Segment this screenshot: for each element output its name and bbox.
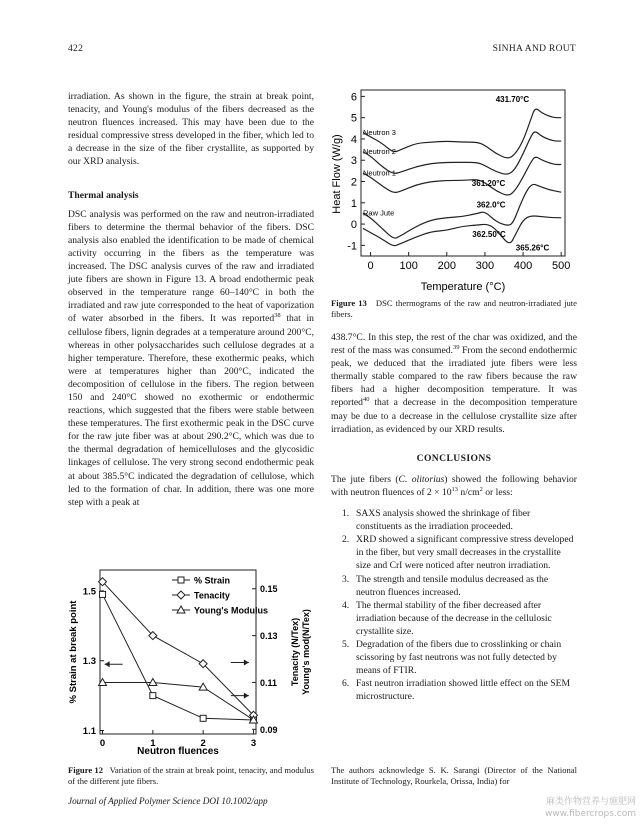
fig13-peak-annotation: 361.20°C xyxy=(471,179,506,189)
list-item: 5. Degradation of the fibers due to crosslinking or chain scissoring by fast neutrons was not fully detected by means of FTIR. xyxy=(342,638,562,677)
fig12-point-strain xyxy=(150,693,156,699)
fig13-x-axis-label: Temperature (°C) xyxy=(420,281,506,293)
fig12-y-tick-label: 1.5 xyxy=(82,586,96,598)
fig13-series-label: Neutron 3 xyxy=(363,127,396,137)
fig13-y-axis-label: Heat Flow (W/g) xyxy=(331,134,343,214)
fig12-x-tick-label: 0 xyxy=(99,738,106,749)
list-item: 6. Fast neutron irradiation showed little effect on the SEM microstructure. xyxy=(342,678,571,703)
fig13-x-tick-label: 200 xyxy=(437,260,456,272)
fig13-y-tick-label: 2 xyxy=(350,176,357,189)
left-column xyxy=(68,90,314,509)
running-title: SINHA AND ROUT xyxy=(492,44,576,54)
fig12-point-strain xyxy=(100,591,106,597)
conclusions-list xyxy=(331,507,577,703)
conclusions-intro: The jute fibers (C. olitorius) showed the following behavior with neutron fluences of $2 \times 10^{13}$ $n/cm^2$ or less: xyxy=(331,473,577,498)
list-item: 2. XRD showed a significant compressive stress developed in the fiber, but very small decreases in the crystallite size and CrI were noticed after neutron irradiation. xyxy=(342,534,574,572)
fig13-peak-annotation: 362.50°C xyxy=(472,230,506,240)
fig13-x-tick-label: 100 xyxy=(399,260,418,272)
fig12-right-tick-label: 0.11 xyxy=(260,677,278,688)
watermark-line-1: 麻类作物营养与施肥网 xyxy=(545,797,636,807)
list-item: 4. The thermal stability of the fiber decreased after irradiation because of the decrease in the cellulosic crystallite size. xyxy=(342,599,552,637)
fig13-series-label: Raw Jute xyxy=(363,208,395,218)
fig12-arrow-head xyxy=(244,693,249,699)
figure-13-caption: Figure 13 DSC thermograms of the raw and neutron-irradiated jute fibers. xyxy=(331,298,577,320)
citation-38: 38 xyxy=(274,312,281,320)
fig12-right-tick-label: 0.09 xyxy=(260,724,278,735)
page-number: 422 xyxy=(68,44,84,54)
fig12-legend-marker xyxy=(178,577,184,583)
fig12-y-axis-label: % Strain at break point xyxy=(68,600,79,704)
section-title-thermal-analysis: Thermal analysis xyxy=(68,189,139,201)
fig12-right-axis-label-modulus: Young's mod(N/Tex) xyxy=(301,609,311,695)
fig12-x-axis-label: Neutron fluences xyxy=(137,746,219,757)
fig12-x-tick-label: 1 xyxy=(150,738,156,749)
fig13-y-tick-label: 0 xyxy=(350,219,357,232)
journal-footer: Journal of Applied Polymer Science DOI 10.1002/app xyxy=(68,796,268,806)
fig13-x-tick-label: 400 xyxy=(513,260,533,272)
fig12-point-strain xyxy=(200,715,206,721)
paragraph-dsc-analysis: DSC analysis was performed on the raw and neutron-irradiated fibers to determine the thermal behavior of the fibers. DSC analysis also enabled the identification to be made of chemical activity occurring in the fibers as the temperature was increased. The DSC analysis curves of the raw and irradiated jute fibers are shown in Figure 13. A broad endothermic peak observed in the temperature range 60–140°C in both the irradiated and raw jute corresponded to the heat of vaporization of water absorbed in the fibers. It was reported$^{38}$ that in cellulose fibers, lignin degrades at a temperature around 200°C, whereas in other polysaccharides such cellulose degrades at a higher temperature. Therefore, these exothermic peaks, which were at temperatures higher than 200°C, indicated the decomposition of cellulose in the fibers. The region between 150 and 240°C showed no exothermic or endothermic reactions, which suggested that the fibers were stable between these temperatures. The first exothermic peak in the DSC curve for the raw jute fiber was at about 290.2°C, which was due to the thermal degradation of hemicelluloses and the glycosidic linkages of cellulose. The very strong second endothermic peak at about 385.5°C indicated the degradation of cellulose, which led to the formation of char. In addition, there was one more step with a peak at xyxy=(68,208,314,508)
fig12-legend-label: % Strain xyxy=(194,575,231,586)
citation-40: 40 xyxy=(362,396,370,404)
fig13-y-tick-label: 3 xyxy=(350,155,357,168)
fig12-right-axis-label-tenacity: Tenacity (N/Tex) xyxy=(290,617,300,687)
fig12-series-line-young-s-modulus xyxy=(103,682,254,719)
list-item: 3. The strength and tensile modulus decreased as the neutron fluences increased. xyxy=(342,573,549,598)
fig12-y-tick-label: 1.1 xyxy=(82,726,96,738)
figure-13 xyxy=(331,84,579,294)
fig13-y-tick-label: 5 xyxy=(350,112,357,125)
fig13-peak-annotation: 365.26°C xyxy=(515,243,550,253)
citation-39: 39 xyxy=(452,344,460,352)
section-title-conclusions: CONCLUSIONS xyxy=(416,452,492,464)
right-column xyxy=(331,331,577,703)
fig12-arrow-head xyxy=(244,659,249,665)
fig12-right-tick-label: 0.15 xyxy=(260,584,278,595)
fig12-x-tick-label: 3 xyxy=(250,738,257,749)
fig12-right-tick-label: 0.13 xyxy=(260,631,278,642)
fig13-x-tick-label: 500 xyxy=(552,260,571,272)
fig13-y-tick-label: 1 xyxy=(350,197,357,210)
watermark-line-2: www.fibercrops.com xyxy=(545,809,636,819)
fig13-series-label: Neutron 1 xyxy=(363,168,396,178)
figure-12 xyxy=(68,562,316,758)
fig13-x-tick-label: 300 xyxy=(475,260,495,272)
fig13-series-line-5 xyxy=(363,216,561,246)
fig13-y-tick-label: -1 xyxy=(347,240,357,253)
fig13-peak-annotation: 362.0°C xyxy=(476,200,506,210)
paragraph-decomposition: 438.7°C. In this step, the rest of the char was oxidized, and the rest of the mass was consumed.$^{39}$ From the second endothermic peak, we deduced that the irradiated jute fibers were less thermally stable compared to the raw fibers because the raw fibers had a higher decomposition temperature. It was reported$^{40}$ that a decrease in the decomposition temperature may be due to a decrease in the cellulose crystallite size after irradiation, as evidenced by our XRD results. xyxy=(331,332,577,435)
list-item: 1. SAXS analysis showed the shrinkage of fiber constituents as the irradiation proceeded. xyxy=(342,508,531,533)
fig13-y-tick-label: 6 xyxy=(350,91,357,104)
fig12-arrow-head xyxy=(105,661,110,667)
fig12-legend-marker xyxy=(177,591,185,599)
watermark xyxy=(545,796,636,820)
figure-12-caption: Figure 12 Variation of the strain at break point, tenacity, and modulus of the different jute fibers. xyxy=(68,765,314,787)
figure-12-chart xyxy=(68,562,316,758)
paragraph-strain-results: irradiation. As shown in the figure, the strain at break point, tenacity, and Young's modulus of the fibers decreased as the neutron fluences increased. This may have been due to the residual compressive stress developed in the fiber, which led to a decrease in the size of the fiber crystallite, as supported by our XRD analysis. xyxy=(68,91,314,168)
figure-13-chart xyxy=(331,84,579,294)
fig12-legend-label: Young's Modulus xyxy=(194,605,268,616)
fig13-x-tick-label: 0 xyxy=(367,260,374,272)
fig12-x-tick-label: 2 xyxy=(200,738,206,749)
fig13-series-label: Neutron 2 xyxy=(363,146,396,156)
fig12-legend-label: Tenacity xyxy=(194,590,230,601)
fig13-y-tick-label: 4 xyxy=(350,133,357,146)
fig12-y-tick-label: 1.3 xyxy=(82,656,96,668)
fig13-peak-annotation: 431.70°C xyxy=(495,95,530,105)
acknowledgment: The authors acknowledge S. K. Sarangi (Director of the National Institute of Technology, Rourkela, Orissa, India) for xyxy=(331,765,577,787)
